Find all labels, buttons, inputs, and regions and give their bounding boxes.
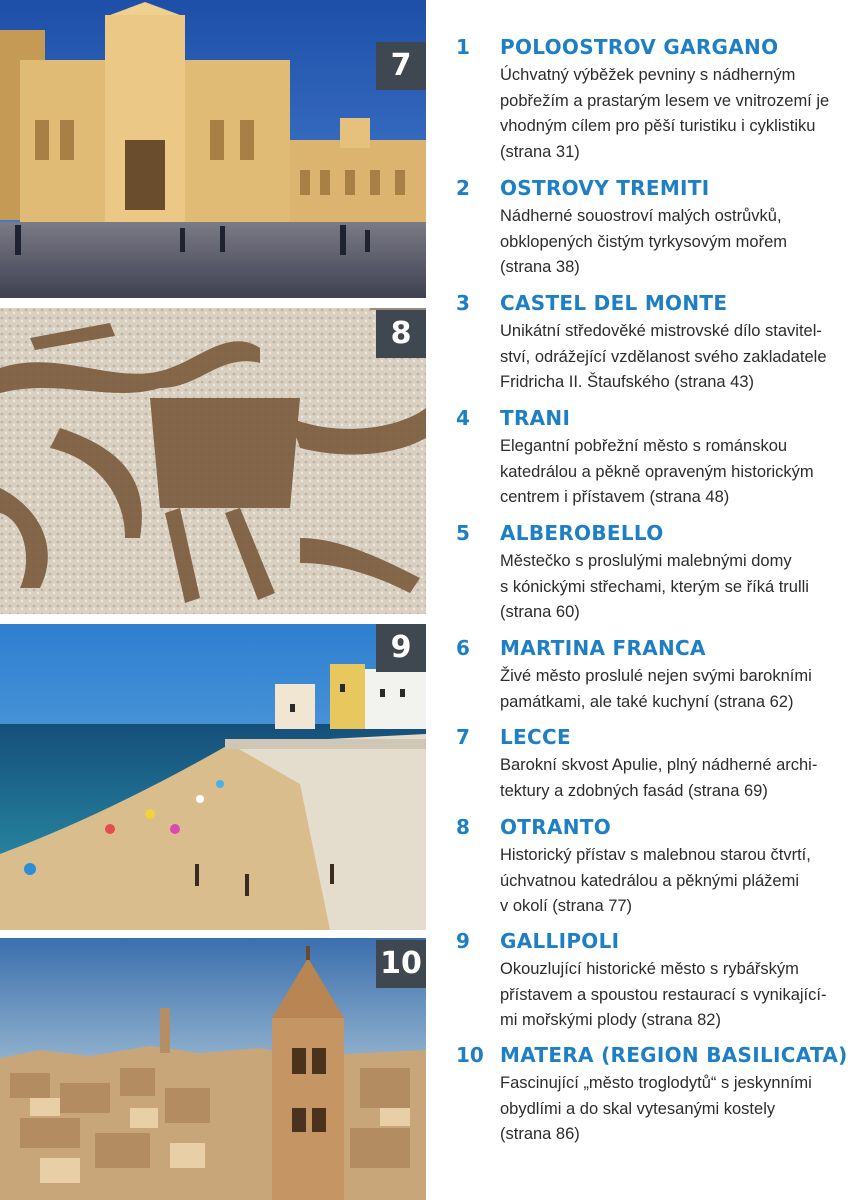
- description-line: obydlími a do skal vytesanými kostely: [500, 1099, 776, 1118]
- entry-description: [500, 63, 830, 165]
- entry-title: POLOOSTROV GARGANO: [500, 35, 779, 59]
- description-line: (strana 38): [500, 258, 580, 276]
- entry-number: 3: [456, 291, 470, 315]
- description-line: v okolí (strana 77): [500, 897, 633, 915]
- entry-number: 10: [456, 1043, 484, 1067]
- entry-title: ALBEROBELLO: [500, 521, 664, 545]
- description-line: centrem i přístavem (strana 48): [500, 488, 730, 506]
- photo-matera: [0, 938, 426, 1200]
- entry-description: [500, 434, 830, 511]
- description-line: s kónickými střechami, kterým se říká trulli: [500, 577, 809, 596]
- description-line: vhodným cílem pro pěší turistiku i cyklistiku: [500, 117, 816, 135]
- entry-number: 5: [456, 521, 470, 545]
- description-line: Fridricha II. Štaufského (strana 43): [500, 373, 755, 391]
- entry-description: [500, 957, 830, 1034]
- entry-title: OTRANTO: [500, 815, 612, 839]
- photo-badge: 8: [376, 310, 426, 358]
- entry-title: MATERA (REGION BASILICATA): [500, 1043, 848, 1067]
- description-line: (strana 60): [500, 603, 580, 621]
- entry-title: CASTEL DEL MONTE: [500, 291, 728, 315]
- entry-title: OSTROVY TREMITI: [500, 176, 710, 200]
- description-line: Okouzlující historické město s rybářským: [500, 960, 799, 978]
- entry-number: 6: [456, 636, 470, 660]
- description-line: mi mořskými plody (strana 82): [500, 1011, 721, 1029]
- entry-number: 2: [456, 176, 470, 200]
- photo-lecce: [0, 0, 426, 298]
- photo-badge: 9: [376, 624, 426, 672]
- description-line: (strana 31): [500, 142, 580, 161]
- description-line: Barokní skvost Apulie, plný nádherné archi-: [500, 756, 818, 774]
- entry-title: GALLIPOLI: [500, 929, 620, 953]
- description-line: obklopených čistým tyrkysovým mořem: [500, 232, 787, 251]
- description-line: Nádherné souostroví malých ostrůvků,: [500, 207, 782, 225]
- photo-badge: 7: [376, 42, 426, 90]
- description-line: Historický přístav s malebnou starou čtvrtí,: [500, 846, 811, 864]
- description-line: Městečko s proslulými malebnými domy: [500, 552, 792, 570]
- description-line: Elegantní pobřežní město s románskou: [500, 437, 788, 455]
- entry-description: [500, 549, 830, 626]
- description-line: Fascinující „město troglodytů“ s jeskynními: [500, 1074, 812, 1092]
- entry-number: 7: [456, 725, 470, 749]
- entry-description: [500, 843, 830, 920]
- entry-description: [500, 319, 830, 396]
- description-line: Živé město proslulé nejen svými barokními: [500, 667, 812, 685]
- description-line: katedrálou a pěkně opraveným historickým: [500, 462, 814, 481]
- description-line: Úchvatný výběžek pevniny s nádherným: [500, 66, 796, 84]
- entry-description: [500, 664, 830, 715]
- entry-title: MARTINA FRANCA: [500, 636, 706, 660]
- description-line: pobřežím a prastarým lesem ve vnitrozemí je: [500, 91, 830, 110]
- description-line: tektury a zdobných fasád (strana 69): [500, 781, 768, 800]
- entry-description: [500, 753, 830, 804]
- entry-title: LECCE: [500, 725, 571, 749]
- description-line: Unikátní středověké mistrovské dílo stavitel-: [500, 322, 822, 340]
- photo-otranto-mosaic: [0, 308, 426, 614]
- entry-description: [500, 204, 830, 281]
- description-line: přístavem a spoustou restaurací s vynikající-: [500, 985, 827, 1004]
- entry-number: 1: [456, 35, 470, 59]
- description-line: úchvatnou katedrálou a pěknými plážemi: [500, 871, 800, 890]
- description-line: (strana 86): [500, 1125, 580, 1143]
- entry-title: TRANI: [500, 406, 571, 430]
- description-line: ství, odrážející vzdělanost svého zakladatele: [500, 347, 827, 366]
- photo-badge: 10: [376, 940, 426, 988]
- photo-gallipoli: [0, 624, 426, 930]
- entry-number: 9: [456, 929, 470, 953]
- entry-number: 8: [456, 815, 470, 839]
- description-line: památkami, ale také kuchyní (strana 62): [500, 692, 794, 711]
- entry-description: [500, 1071, 830, 1148]
- entry-number: 4: [456, 406, 470, 430]
